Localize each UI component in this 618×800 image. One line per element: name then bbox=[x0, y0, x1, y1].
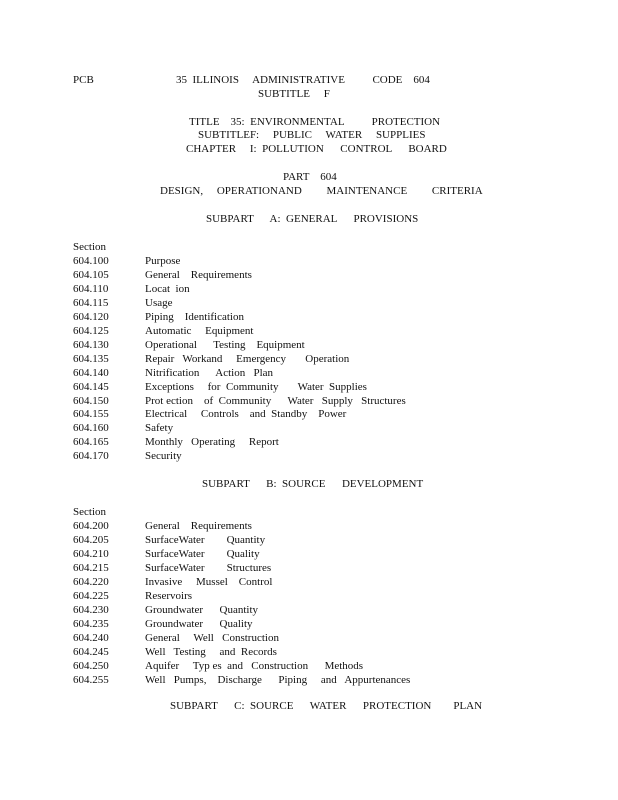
section-title: Groundwater Quantity bbox=[145, 604, 259, 616]
section-title: Reservoirs bbox=[145, 590, 193, 602]
section-title: Exceptions for Community Water Supplies bbox=[145, 381, 367, 393]
section-title: Aquifer Typ es and Construction Methods bbox=[145, 660, 364, 672]
section-number: 604.145 bbox=[73, 381, 109, 393]
section-label: Section bbox=[73, 241, 106, 253]
section-title: Usage bbox=[145, 297, 173, 309]
section-number: 604.200 bbox=[73, 520, 109, 532]
subpart-a-heading: SUBPART A: GENERAL PROVISIONS bbox=[206, 213, 419, 225]
section-number: 604.105 bbox=[73, 269, 109, 281]
subpart-c-heading: SUBPART C: SOURCE WATER PROTECTION PLAN bbox=[170, 700, 483, 712]
section-number: 604.225 bbox=[73, 590, 109, 602]
section-title: Prot ection of Community Water Supply Structures bbox=[145, 395, 406, 407]
section-number: 604.140 bbox=[73, 367, 109, 379]
section-number: 604.215 bbox=[73, 562, 109, 574]
section-title: Safety bbox=[145, 422, 174, 434]
chapter-line: CHAPTER I: POLLUTION CONTROL BOARD bbox=[186, 143, 447, 155]
section-number: 604.230 bbox=[73, 604, 109, 616]
section-number: 604.210 bbox=[73, 548, 109, 560]
section-title: Nitrification Action Plan bbox=[145, 367, 274, 379]
section-number: 604.240 bbox=[73, 632, 109, 644]
section-title: General Requirements bbox=[145, 520, 252, 532]
section-title: Security bbox=[145, 450, 182, 462]
section-title: General Requirements bbox=[145, 269, 252, 281]
section-number: 604.135 bbox=[73, 353, 109, 365]
section-number: 604.170 bbox=[73, 450, 109, 462]
section-number: 604.100 bbox=[73, 255, 109, 267]
section-number: 604.165 bbox=[73, 436, 109, 448]
code-line: 35 ILLINOIS ADMINISTRATIVE CODE 604 bbox=[176, 74, 430, 86]
section-title: Invasive Mussel Control bbox=[145, 576, 273, 588]
section-number: 604.115 bbox=[73, 297, 109, 309]
section-number: 604.155 bbox=[73, 408, 109, 420]
section-title: Groundwater Quality bbox=[145, 618, 253, 630]
section-title: Monthly Operating Report bbox=[145, 436, 279, 448]
section-number: 604.125 bbox=[73, 325, 109, 337]
section-number: 604.205 bbox=[73, 534, 109, 546]
section-number: 604.120 bbox=[73, 311, 109, 323]
section-title: Operational Testing Equipment bbox=[145, 339, 305, 351]
section-number: 604.150 bbox=[73, 395, 109, 407]
section-label: Section bbox=[73, 506, 106, 518]
subtitle-line: SUBTITLE F bbox=[258, 88, 330, 100]
section-number: 604.220 bbox=[73, 576, 109, 588]
title-line: TITLE 35: ENVIRONMENTAL PROTECTION bbox=[189, 116, 441, 128]
part-name: DESIGN, OPERATIONAND MAINTENANCE CRITERIA bbox=[160, 185, 483, 197]
section-title: Electrical Controls and Standby Power bbox=[145, 408, 347, 420]
subpart-b-heading: SUBPART B: SOURCE DEVELOPMENT bbox=[202, 478, 424, 490]
section-title: General Well Construction bbox=[145, 632, 279, 644]
section-number: 604.160 bbox=[73, 422, 109, 434]
section-number: 604.245 bbox=[73, 646, 109, 658]
section-number: 604.110 bbox=[73, 283, 109, 295]
subtitle-f-line: SUBTITLEF: PUBLIC WATER SUPPLIES bbox=[198, 129, 426, 141]
section-title: Locat ion bbox=[145, 283, 190, 295]
section-title: Repair Workand Emergency Operation bbox=[145, 353, 350, 365]
section-number: 604.235 bbox=[73, 618, 109, 630]
section-title: Well Testing and Records bbox=[145, 646, 277, 658]
section-number: 604.255 bbox=[73, 674, 109, 686]
section-title: SurfaceWater Quantity bbox=[145, 534, 266, 546]
part-number: PART 604 bbox=[283, 171, 337, 183]
section-title: Well Pumps, Discharge Piping and Appurtenances bbox=[145, 674, 411, 686]
section-title: Automatic Equipment bbox=[145, 325, 254, 337]
section-title: SurfaceWater Quality bbox=[145, 548, 260, 560]
section-title: Piping Identification bbox=[145, 311, 244, 323]
section-title: SurfaceWater Structures bbox=[145, 562, 272, 574]
section-number: 604.250 bbox=[73, 660, 109, 672]
section-number: 604.130 bbox=[73, 339, 109, 351]
section-title: Purpose bbox=[145, 255, 181, 267]
pcb-label: PCB bbox=[73, 74, 94, 86]
